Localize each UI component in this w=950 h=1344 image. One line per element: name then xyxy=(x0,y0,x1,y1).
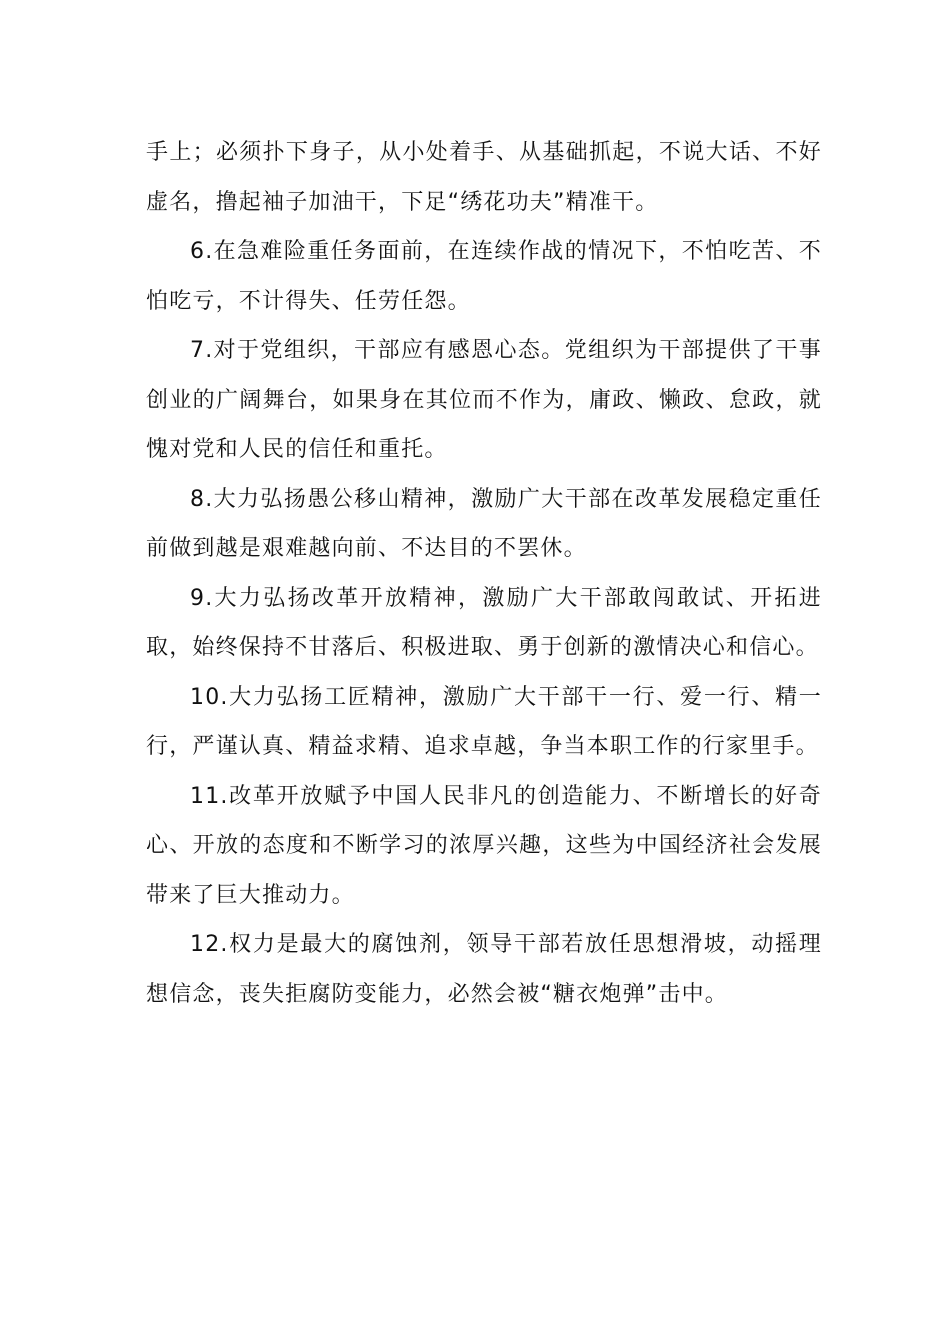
document-body xyxy=(146,128,822,1019)
paragraph-item-11: 11.改革开放赋予中国人民非凡的创造能力、不断增长的好奇心、开放的态度和不断学习的浓厚兴趣，这些为中国经济社会发展带来了巨大推动力。 xyxy=(146,783,822,908)
paragraph-item-7: 7.对于党组织，干部应有感恩心态。党组织为干部提供了干事创业的广阔舞台，如果身在其位而不作为，庸政、懒政、怠政，就愧对党和人民的信任和重托。 xyxy=(146,338,822,462)
paragraph-item-8: 8.大力弘扬愚公移山精神，激励广大干部在改革发展稳定重任前做到越是艰难越向前、不达目的不罢休。 xyxy=(146,486,822,561)
paragraph-continuation: 手上；必须扑下身子，从小处着手、从基础抓起，不说大话、不好虚名，撸起袖子加油干，下足“绣花功夫”精准干。 xyxy=(146,140,822,215)
paragraph-item-6: 6.在急难险重任务面前，在连续作战的情况下，不怕吃苦、不怕吃亏，不计得失、任劳任怨。 xyxy=(146,239,822,314)
paragraph-item-10: 10.大力弘扬工匠精神，激励广大干部干一行、爱一行、精一行，严谨认真、精益求精、追求卓越，争当本职工作的行家里手。 xyxy=(146,684,822,759)
paragraph-item-12: 12.权力是最大的腐蚀剂，领导干部若放任思想滑坡，动摇理想信念，丧失拒腐防变能力，必然会被“糖衣炮弹”击中。 xyxy=(146,932,822,1007)
paragraph-item-9: 9.大力弘扬改革开放精神，激励广大干部敢闯敢试、开拓进取，始终保持不甘落后、积极进取、勇于创新的激情决心和信心。 xyxy=(146,585,822,660)
